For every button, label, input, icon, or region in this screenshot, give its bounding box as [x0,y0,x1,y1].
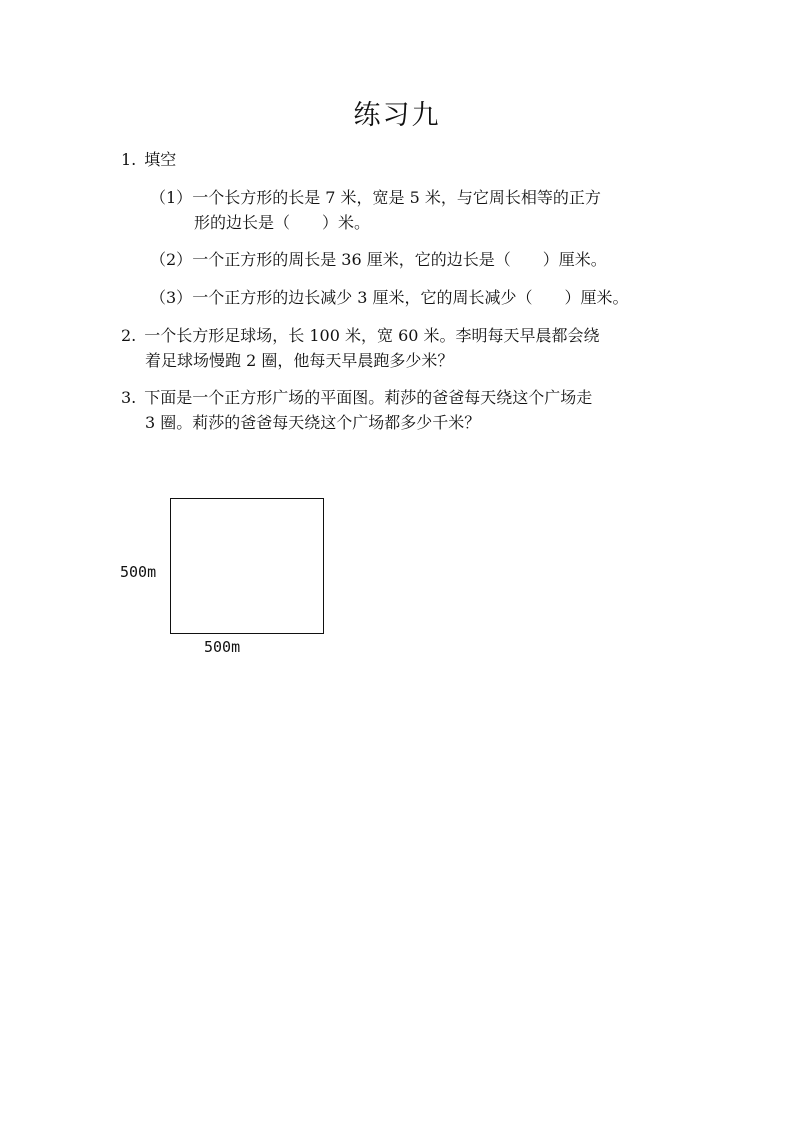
item-marker: （2） [150,250,193,269]
question-1-label: 填空 [144,150,177,169]
square-plaza-diagram [170,498,324,634]
item-marker: （1） [150,188,193,207]
item-text: 一个正方形的边长减少 3 厘米，它的周长减少（ ）厘米。 [192,288,629,307]
question-3-continued: 3 圈。莉莎的爸爸每天绕这个广场都多少千米？ [145,413,481,432]
question-2 [121,325,600,347]
question-3-text: 下面是一个正方形广场的平面图。莉莎的爸爸每天绕这个广场走 [144,388,593,407]
question-1-item-1-continued: 形的边长是（ ）米。 [194,213,371,232]
question-2-number: 2. [121,326,137,345]
question-1-number: 1. [121,150,137,169]
question-1-heading [121,149,176,171]
item-text: 一个长方形的长是 7 米，宽是 5 米，与它周长相等的正方 [192,188,601,207]
question-1-item-3 [150,287,629,309]
item-text: 一个正方形的周长是 36 厘米，它的边长是（ ）厘米。 [192,250,607,269]
bottom-length-label: 500m [204,638,241,656]
question-3 [121,387,592,409]
question-3-number: 3. [121,388,137,407]
question-1-item-2 [150,249,607,271]
question-2-text: 一个长方形足球场，长 100 米，宽 60 米。李明每天早晨都会绕 [144,326,600,345]
side-length-label: 500m [120,563,157,581]
item-marker: （3） [150,288,193,307]
question-2-continued: 着足球场慢跑 2 圈，他每天早晨跑多少米？ [145,351,454,370]
question-1-item-1 [150,187,601,209]
page-title: 练习九 [353,100,441,131]
